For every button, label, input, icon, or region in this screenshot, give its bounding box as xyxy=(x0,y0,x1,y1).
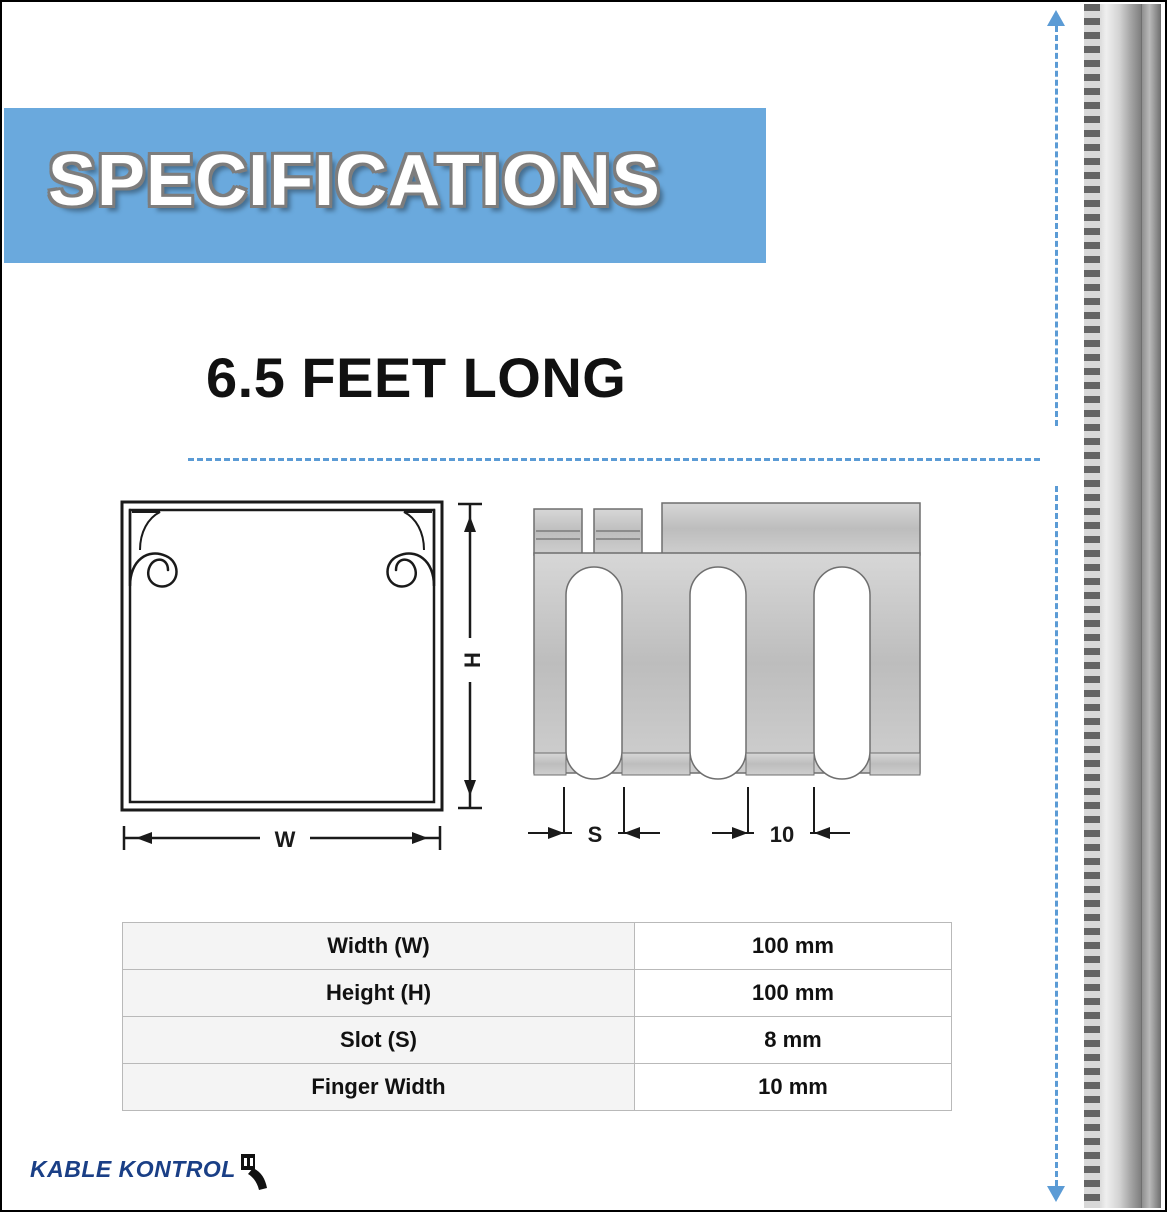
page-title: SPECIFICATIONS xyxy=(48,141,661,221)
length-dimension-arrow xyxy=(1046,8,1066,1204)
spec-label: Width (W) xyxy=(123,923,635,970)
table-row xyxy=(123,970,952,1017)
spec-value: 100 mm xyxy=(635,970,952,1017)
cross-section-diagram xyxy=(110,490,500,860)
arrow-down-icon xyxy=(1047,1186,1065,1202)
table-row xyxy=(123,923,952,970)
spec-value: 100 mm xyxy=(635,923,952,970)
arrow-up-icon xyxy=(1047,10,1065,26)
duct-back-panel xyxy=(1142,4,1161,1208)
spec-label: Height (H) xyxy=(123,970,635,1017)
duct-finger-teeth xyxy=(1084,4,1100,1208)
spec-value: 10 mm xyxy=(635,1064,952,1111)
dimension-line-bottom xyxy=(1055,486,1058,1186)
plug-icon xyxy=(235,1150,279,1194)
finger-slot-diagram xyxy=(520,495,940,865)
specifications-table xyxy=(122,922,952,1111)
width-dimension-label: W xyxy=(274,827,296,852)
table-row xyxy=(123,1064,952,1111)
spec-value: 8 mm xyxy=(635,1017,952,1064)
dashed-divider xyxy=(188,458,1040,461)
height-dimension-label: H xyxy=(460,652,485,668)
product-photo xyxy=(1078,4,1163,1208)
finger-width-dimension-label: 10 xyxy=(769,822,795,847)
table-row xyxy=(123,1017,952,1064)
brand-name: KABLE KONTROL xyxy=(30,1156,236,1182)
spec-label: Slot (S) xyxy=(123,1017,635,1064)
spec-label: Finger Width xyxy=(123,1064,635,1111)
dimension-line-top xyxy=(1055,26,1058,426)
length-headline: 6.5 FEET LONG xyxy=(206,346,627,409)
brand-logo xyxy=(30,1150,280,1196)
slot-dimension-label: S xyxy=(587,822,603,847)
